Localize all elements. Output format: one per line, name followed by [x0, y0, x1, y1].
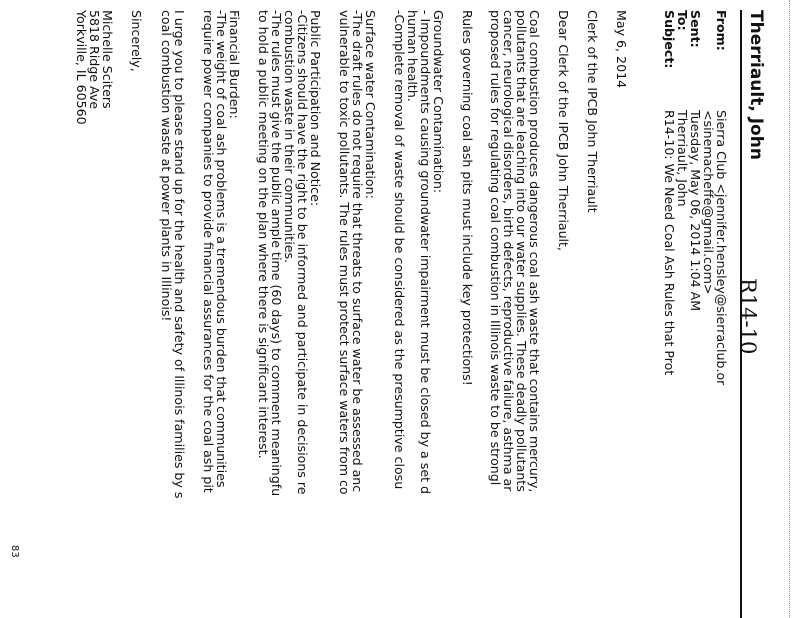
financial-line: require power companies to provide financial assurances for the coal ash pit — [201, 10, 216, 493]
participation-line: -Citizens should have the right to be informed and participate in decisions re — [295, 10, 310, 495]
intro-line: cancer, neurological disorders, birth defects, reproductive failure, asthma ar — [501, 10, 516, 492]
financial-heading: Financial Burden: — [227, 10, 242, 119]
salutation: Dear Clerk of the IPCB John Therriault, — [556, 10, 571, 251]
header-from-value: Sierra Club <jennifer.hensley@sierraclub.or — [714, 110, 729, 386]
header-to-key: To: — [675, 10, 690, 31]
header-subject-key: Subject: — [662, 10, 677, 69]
signature-street: 5818 Ridge Ave — [87, 10, 102, 110]
intro-line: proposed rules for regulating coal combustion in Illinois waste to be strongl — [488, 10, 503, 486]
header-from-cont-value: <sinemacheffe@gmail.com> — [701, 110, 716, 295]
header-from-key: From: — [714, 10, 729, 51]
sender-name: Therriault, John — [746, 10, 766, 160]
page-number: 83 — [9, 545, 20, 558]
header-from-cont — [701, 10, 714, 618]
participation-heading: Public Participation and Notice: — [308, 10, 323, 207]
fax-dotted-line — [788, 0, 790, 618]
surface-water-heading: Surface water Contamination: — [363, 10, 378, 199]
signature-city: Yorkville, IL 60560 — [74, 10, 89, 125]
key-protections-line: Rules governing coal ash pits must include key protections! — [460, 10, 475, 386]
participation-line: combustion waste in their communities. — [282, 10, 297, 264]
signature-name: Michelle Sciters — [100, 10, 115, 109]
closing-line: coal combustion waste at power plants in Illinois! — [159, 10, 174, 322]
financial-line: -The weight of coal ash problems is a tremendous burden that communities — [214, 10, 229, 488]
recipient-line: Clerk of the IPCB John Therriault — [585, 10, 600, 213]
header-rule — [740, 10, 742, 618]
header-to-value: Therriault, John — [675, 110, 690, 207]
intro-line: pollutants that are leaching into our water supplies. These deadly pollutants — [514, 10, 529, 492]
groundwater-line: - Impoundments causing groundwater impairment must be closed by a set d — [418, 10, 433, 495]
header-sent — [688, 10, 701, 618]
groundwater-line: -Complete removal of waste should be considered as the presumptive closu — [392, 10, 407, 490]
letter-date: May 6, 2014 — [614, 10, 629, 89]
participation-line: -The rules must give the public ample time (60 days) to comment meaningfu — [269, 10, 284, 497]
groundwater-line: human health. — [405, 10, 420, 102]
participation-line: to hold a public meeting on the plan where there is significant interest. — [256, 10, 271, 459]
intro-line: Coal combustion produces dangerous coal ash waste that contains mercury, — [527, 10, 542, 493]
header-from — [714, 10, 727, 618]
header-sent-value: Tuesday, May 06, 2014 1:04 AM — [688, 110, 703, 312]
surface-water-line: -The draft rules do not require that threats to surface water be assessed anc — [350, 10, 365, 493]
docket-number: R14-10 — [736, 278, 760, 355]
header-subject — [662, 10, 675, 618]
groundwater-heading: Groundwater Contamination: — [431, 10, 446, 194]
surface-water-line: vulnerable to toxic pollutants. The rules must protect surface waters from co — [337, 10, 352, 495]
closing-line: I urge you to please stand up for the health and safety of Illinois families by s — [172, 10, 187, 499]
header-sent-key: Sent: — [688, 10, 703, 48]
signoff: Sincerely, — [129, 10, 144, 72]
header-subject-value: R14-10: We Need Coal Ash Rules that Prot — [662, 110, 677, 376]
